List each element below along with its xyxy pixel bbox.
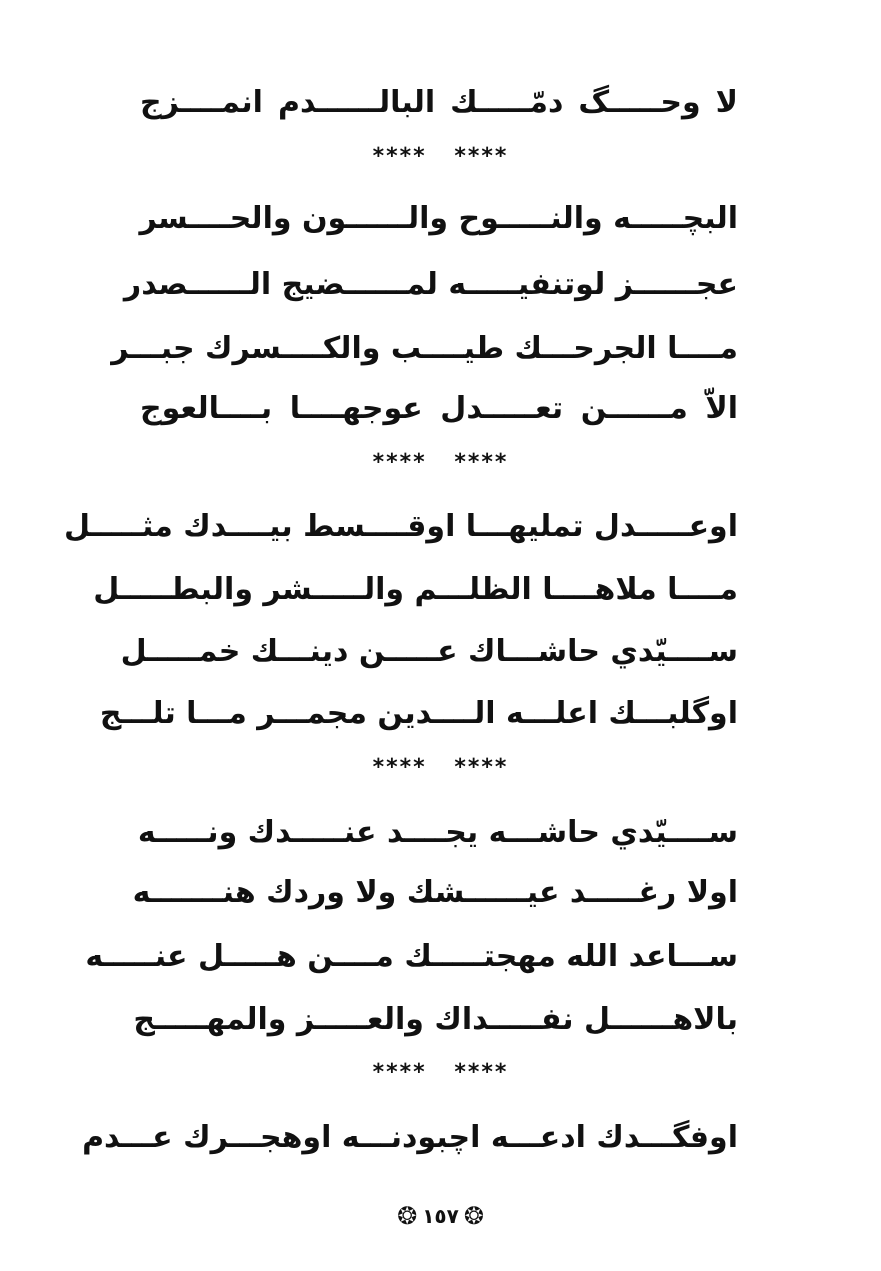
- poem-line-10: ســــيّدي حاشـــه يجــــد عنـــــدك ونـــــه: [137, 815, 738, 850]
- poem-line-7: مــــا ملاهــــا الظلـــم والـــــشر والبطـــــل: [93, 572, 738, 607]
- poem-line-4: مــــا الجرحـــك طيــــب والكــــسرك جبـــر: [111, 331, 738, 366]
- poem-line-8: ســــيّدي حاشـــاك عـــــن دينـــك خمـــــل: [120, 634, 738, 669]
- poem-line-2: البچـــــه والنـــــوح والــــــون والحــــسر: [139, 201, 738, 236]
- poem-line-6: اوعـــــدل تمليهـــا اوقــــسط بيــــدك مثـــــل: [64, 509, 738, 544]
- stanza-divider-4: **** ****: [372, 1060, 509, 1085]
- page-number-text: ١٥٧: [422, 1204, 459, 1228]
- poem-line-5: الاّ مــــــن تعـــــدل عوجهــــا بــــالعوج: [140, 391, 738, 426]
- poem-line-12: ســـاعد الله مهجتـــــك مــــن هـــــل عنـــــه: [85, 939, 738, 974]
- poem-line-14: اوفگـــدك ادعـــه اچبودنـــه اوهجـــرك عـــدم: [82, 1120, 738, 1155]
- poem-line-11: اولا رغـــــد عيــــــشك ولا وردك هنـــــــه: [132, 875, 738, 910]
- poem-line-3: عجــــــز لوتنفيـــــه لمــــــضيج الــــــصدر: [123, 267, 738, 302]
- stanza-divider-1: **** ****: [372, 144, 509, 169]
- ornament-right-icon: ❂: [463, 1202, 484, 1230]
- poem-line-13: بالاهــــــل نفـــــداك والعـــــز والمهـــــج: [133, 1002, 738, 1037]
- stanza-divider-3: **** ****: [372, 755, 509, 780]
- page-number: [397, 1204, 484, 1228]
- ornament-left-icon: ❂: [397, 1202, 418, 1230]
- stanza-divider-2: **** ****: [372, 450, 509, 475]
- poem-line-9: اوگلبـــك اعلـــه الــــدين مجمـــر مـــا تلـــج: [99, 696, 738, 731]
- poem-line-1: لا وحـــــگ دمّـــــك البالــــــدم انمــــزج: [140, 85, 738, 120]
- page-number-area: [0, 1198, 881, 1234]
